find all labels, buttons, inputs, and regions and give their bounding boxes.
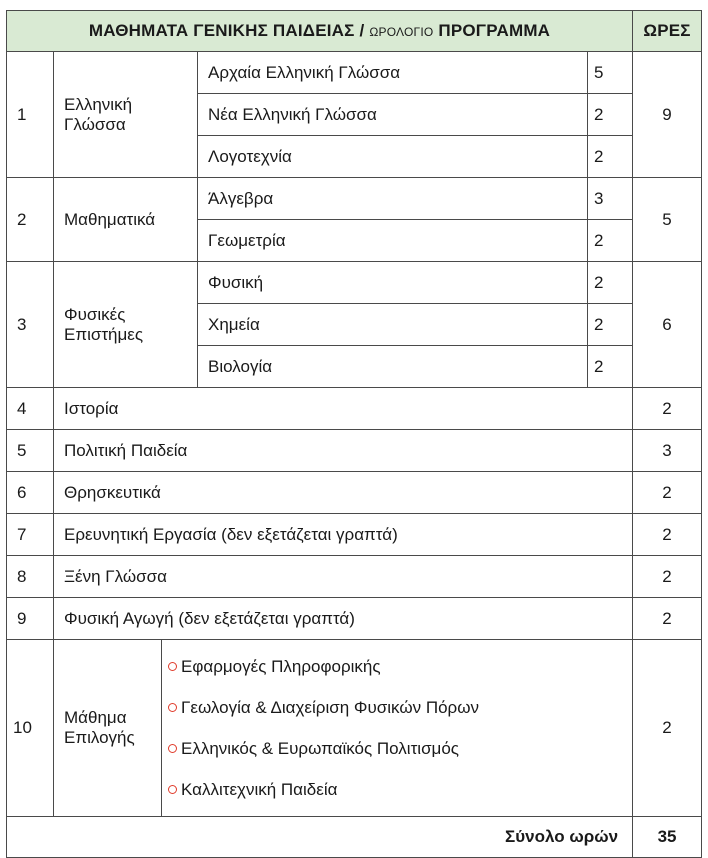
- sub-hours: 2: [588, 220, 633, 262]
- title-end: ΠΡΟΓΡΑΜΜΑ: [433, 21, 551, 40]
- total-label: Σύνολο ωρών: [7, 817, 633, 858]
- sub-subject: Βιολογία: [198, 346, 588, 388]
- hours-header: ΩΡΕΣ: [633, 11, 702, 52]
- table-row: [7, 430, 702, 472]
- subject-name: Ερευνητική Εργασία (δεν εξετάζεται γραπτά): [54, 514, 633, 556]
- subject-hours: 2: [633, 472, 702, 514]
- option-label: Ελληνικός & Ευρωπαϊκός Πολιτισμός: [181, 739, 460, 758]
- title-small: ΩΡΟΛΟΓΙΟ: [369, 25, 434, 39]
- table-row: [7, 262, 702, 304]
- sub-hours: 2: [588, 94, 633, 136]
- table-row: [7, 556, 702, 598]
- table-row: [7, 598, 702, 640]
- subject-name: Φυσικές Επιστήμες: [54, 262, 198, 388]
- subject-name: Μαθηματικά: [54, 178, 198, 262]
- group-total-hours: 9: [633, 52, 702, 178]
- option-label: Καλλιτεχνική Παιδεία: [181, 780, 338, 799]
- title-main: ΜΑΘΗΜΑΤΑ ΓΕΝΙΚΗΣ ΠΑΙΔΕΙΑΣ /: [88, 21, 370, 40]
- sub-hours: 2: [588, 136, 633, 178]
- subject-hours: 3: [633, 430, 702, 472]
- row-number: 1: [7, 52, 54, 178]
- subject-name: Ελληνική Γλώσσα: [54, 52, 198, 178]
- row-number: 8: [7, 556, 54, 598]
- sub-hours: 2: [588, 304, 633, 346]
- sub-subject: Χημεία: [198, 304, 588, 346]
- sub-subject: Φυσική: [198, 262, 588, 304]
- circle-bullet-icon: [168, 703, 177, 712]
- group-total-hours: 6: [633, 262, 702, 388]
- subject-name: Πολιτική Παιδεία: [54, 430, 633, 472]
- curriculum-table: [6, 10, 702, 858]
- circle-bullet-icon: [168, 785, 177, 794]
- total-row: [7, 817, 702, 858]
- subject-hours: 2: [633, 598, 702, 640]
- elective-option: [168, 646, 632, 687]
- option-label: Εφαρμογές Πληροφορικής: [181, 657, 381, 676]
- subject-name: Μάθημα Επιλογής: [54, 640, 162, 817]
- circle-bullet-icon: [168, 744, 177, 753]
- row-number: 3: [7, 262, 54, 388]
- option-label: Γεωλογία & Διαχείριση Φυσικών Πόρων: [181, 698, 479, 717]
- table-title: [7, 11, 633, 52]
- sub-subject: Λογοτεχνία: [198, 136, 588, 178]
- elective-option: [168, 687, 632, 728]
- sub-subject: Άλγεβρα: [198, 178, 588, 220]
- row-number: 7: [7, 514, 54, 556]
- table-row: [7, 52, 702, 94]
- header-row: [7, 11, 702, 52]
- circle-bullet-icon: [168, 662, 177, 671]
- sub-hours: 2: [588, 262, 633, 304]
- row-number: 9: [7, 598, 54, 640]
- subject-hours: 2: [633, 640, 702, 817]
- subject-name: Θρησκευτικά: [54, 472, 633, 514]
- table-row: [7, 388, 702, 430]
- sub-hours: 2: [588, 346, 633, 388]
- total-hours: 35: [633, 817, 702, 858]
- row-number: 6: [7, 472, 54, 514]
- subject-name: Ξένη Γλώσσα: [54, 556, 633, 598]
- table-row: [7, 178, 702, 220]
- subject-hours: 2: [633, 388, 702, 430]
- table-row: [7, 514, 702, 556]
- subject-hours: 2: [633, 514, 702, 556]
- elective-option: [168, 769, 632, 810]
- elective-row: [7, 640, 702, 817]
- elective-option: [168, 728, 632, 769]
- table-row: [7, 472, 702, 514]
- subject-hours: 2: [633, 556, 702, 598]
- row-number: 4: [7, 388, 54, 430]
- subject-name: Ιστορία: [54, 388, 633, 430]
- sub-subject: Αρχαία Ελληνική Γλώσσα: [198, 52, 588, 94]
- group-total-hours: 5: [633, 178, 702, 262]
- row-number: 5: [7, 430, 54, 472]
- elective-options: [162, 640, 633, 817]
- sub-hours: 3: [588, 178, 633, 220]
- subject-name: Φυσική Αγωγή (δεν εξετάζεται γραπτά): [54, 598, 633, 640]
- sub-subject: Νέα Ελληνική Γλώσσα: [198, 94, 588, 136]
- row-number: 2: [7, 178, 54, 262]
- sub-hours: 5: [588, 52, 633, 94]
- row-number: 10: [7, 640, 54, 817]
- sub-subject: Γεωμετρία: [198, 220, 588, 262]
